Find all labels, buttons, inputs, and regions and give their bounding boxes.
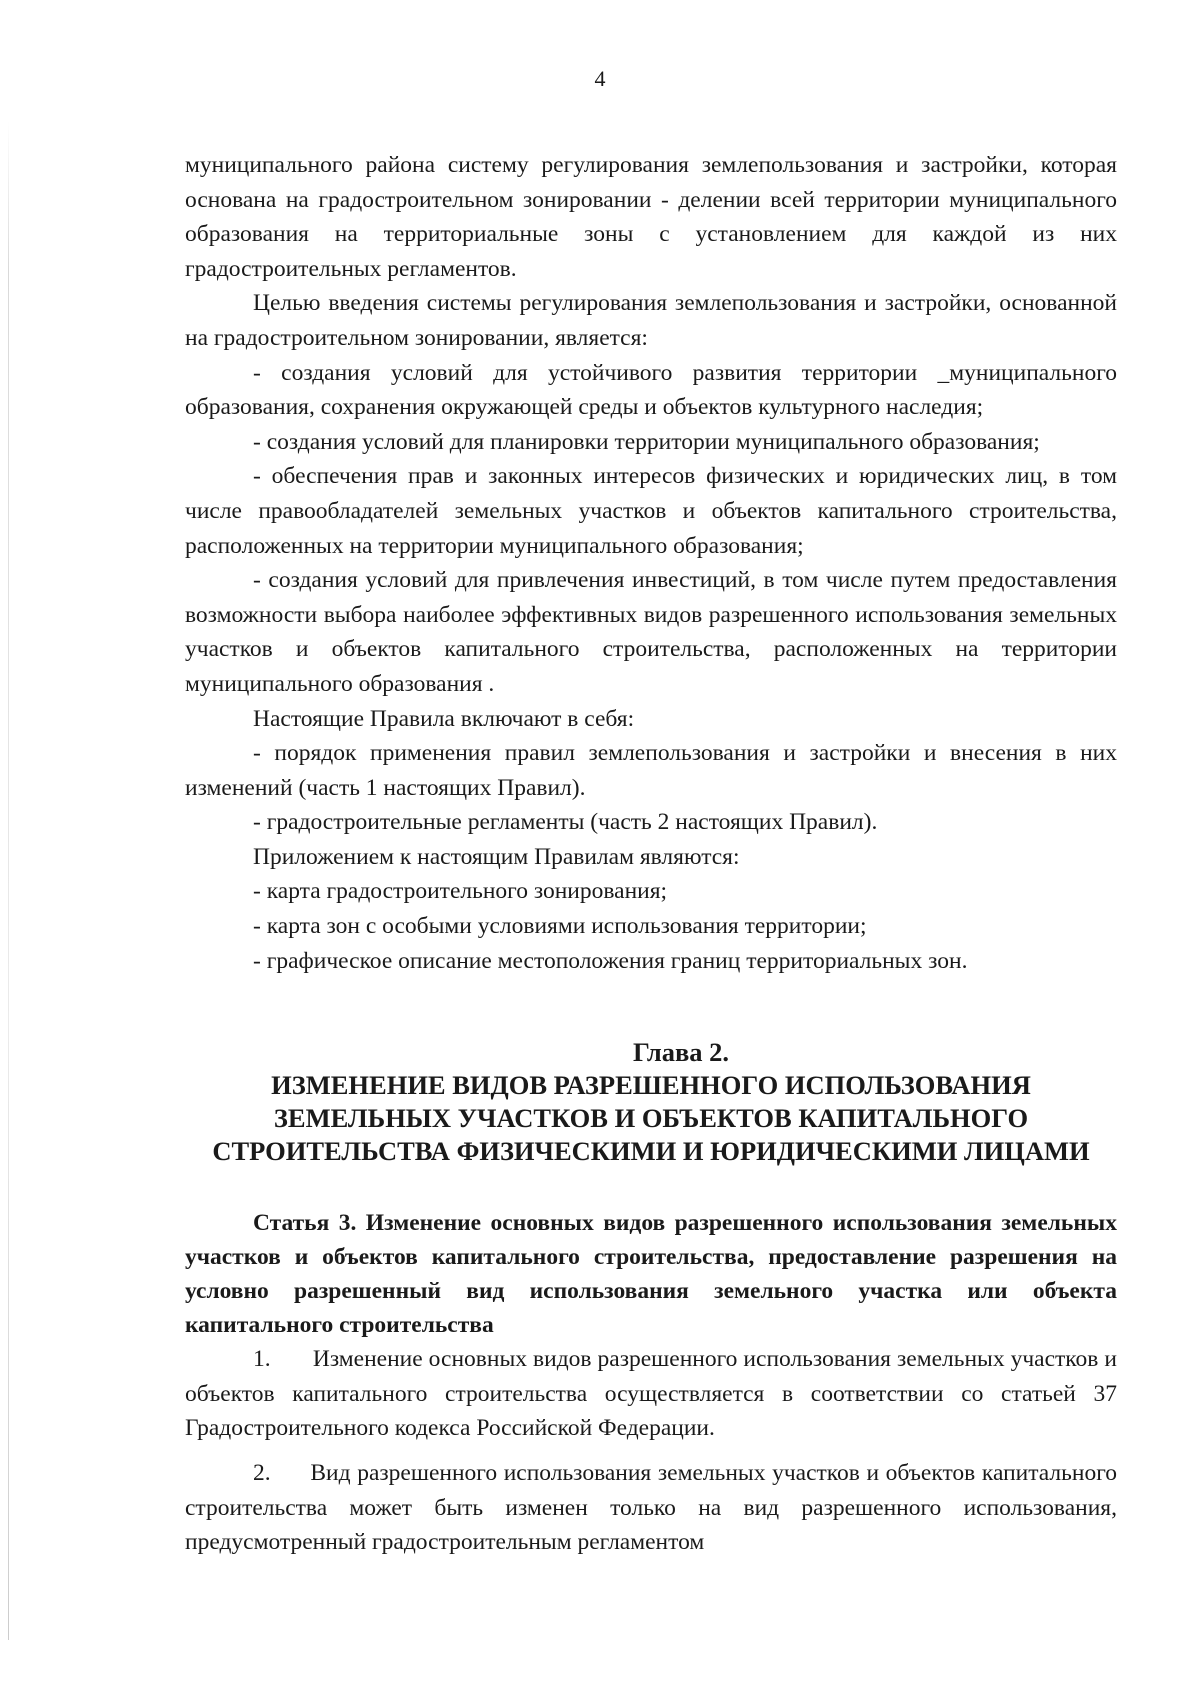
article-item-text: Вид разрешенного использования земельных участков и объектов капитального строительства может быть изменен только на вид разрешенного использования, предусмотренный градостроительным регламентом bbox=[185, 1460, 1118, 1556]
article-item-number: 1. bbox=[253, 1346, 271, 1373]
chapter-heading bbox=[185, 1036, 1117, 1168]
goal-item: - создания условий для планировки территории муниципального образования; bbox=[253, 428, 1040, 455]
includes-intro: Настоящие Правила включают в себя: bbox=[253, 705, 635, 732]
goal-item: - создания условий для привлечения инвестиций, в том числе путем предоставления возможности выбора наиболее эффективных видов разрешенного использования земельных участков и объектов капитального строительства, расположенных на территории муниципального образования . bbox=[185, 567, 1117, 697]
scan-edge-mark bbox=[8, 120, 9, 1640]
goal-item: - обеспечения прав и законных интересов физических и юридических лиц, в том числе правообладателей земельных участков и объектов капитального строительства, расположенных на территории муниципального образования; bbox=[185, 463, 1117, 559]
article-item-number: 2. bbox=[253, 1460, 271, 1487]
intro-paragraph: муниципального района систему регулирования землепользования и застройки, которая основана на градостроительном зонировании - делении всей территории муниципального образования на территориальные зоны с установлением для каждой из них градостроительных регламентов. bbox=[185, 152, 1117, 282]
goal-item: - создания условий для устойчивого развития территории _муниципального образования, сохранения окружающей среды и объектов культурного наследия; bbox=[185, 359, 1117, 421]
article-item-text: Изменение основных видов разрешенного использования земельных участков и объектов капитального строительства осуществляется в соответствии со статьей 37 Градостроительного кодекса Российской Федерации. bbox=[185, 1346, 1117, 1442]
includes-item: - порядок применения правил землепользования и застройки и внесения в них изменений (часть 1 настоящих Правил). bbox=[185, 740, 1117, 801]
article-item bbox=[185, 1456, 1117, 1560]
appendix-item: - карта зон с особыми условиями использования территории; bbox=[253, 913, 867, 940]
document-body bbox=[185, 148, 1117, 1560]
article-item bbox=[185, 1342, 1117, 1446]
includes-item: - градостроительные регламенты (часть 2 настоящих Правил). bbox=[253, 809, 878, 836]
appendix-item: - графическое описание местоположения границ территориальных зон. bbox=[253, 947, 968, 974]
page-number: 4 bbox=[594, 66, 606, 91]
chapter-number: Глава 2. bbox=[632, 1037, 730, 1068]
chapter-title: ИЗМЕНЕНИЕ ВИДОВ РАЗРЕШЕННОГО ИСПОЛЬЗОВАНИЯ ЗЕМЕЛЬНЫХ УЧАСТКОВ И ОБЪЕКТОВ КАПИТАЛЬНОГО СТРОИТЕЛЬСТВА ФИЗИЧЕСКИМИ И ЮРИДИЧЕСКИМИ ЛИЦАМИ bbox=[212, 1070, 1090, 1167]
article-heading: Статья 3. Изменение основных видов разрешенного использования земельных участков и объектов капитального строительства, предоставление разрешения на условно разрешенный вид использования земельного участка или объекта капитального строительства bbox=[185, 1210, 1117, 1339]
goal-intro: Целью введения системы регулирования землепользования и застройки, основанной на градостроительном зонировании, является: bbox=[185, 290, 1117, 351]
appendix-item: - карта градостроительного зонирования; bbox=[253, 878, 668, 905]
appendix-intro: Приложением к настоящим Правилам являются: bbox=[253, 843, 740, 870]
